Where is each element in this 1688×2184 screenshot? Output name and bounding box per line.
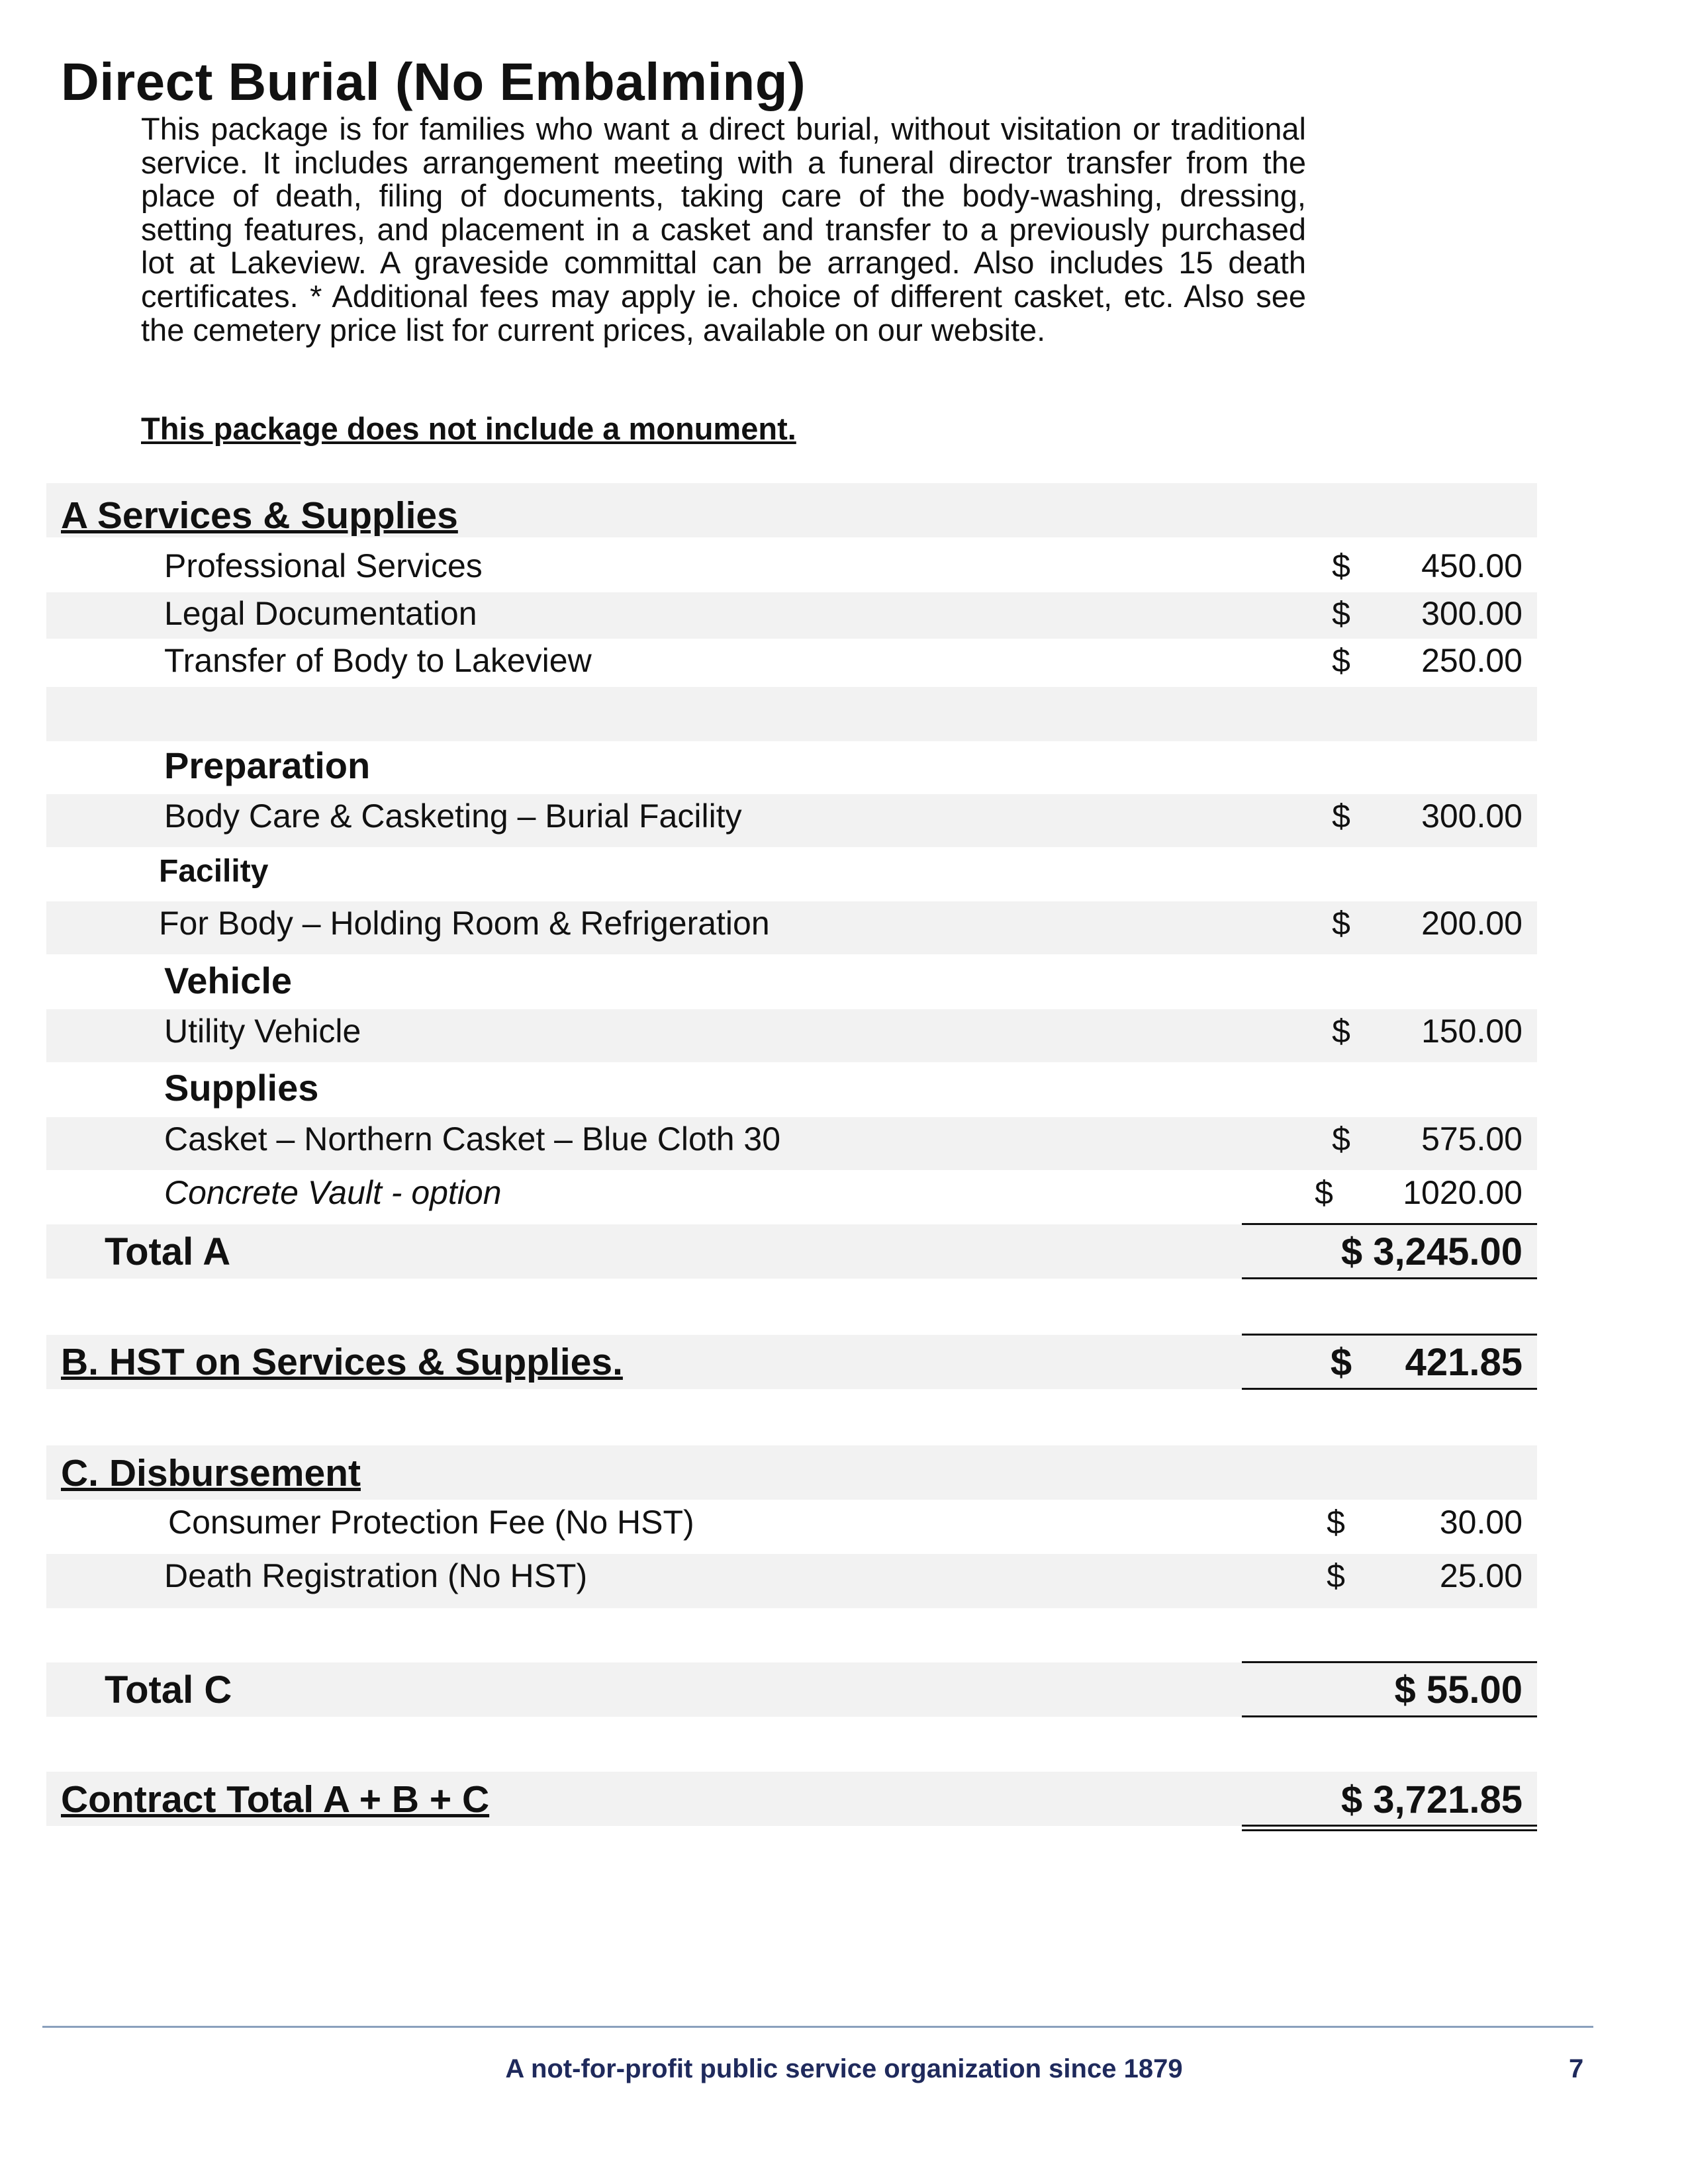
item-amount: 30.00 bbox=[1439, 1504, 1523, 1541]
section-c-heading: C. Disbursement bbox=[61, 1452, 361, 1494]
contract-total-double-rule-2 bbox=[1242, 1829, 1537, 1831]
band-spacer bbox=[46, 687, 1537, 741]
currency-symbol: $ bbox=[1332, 595, 1350, 632]
monument-notice: This package does not include a monument. bbox=[141, 411, 796, 446]
page-number: 7 bbox=[1569, 2054, 1584, 2083]
total-c-bottom-rule bbox=[1242, 1715, 1537, 1717]
vehicle-heading: Vehicle bbox=[164, 960, 293, 1001]
total-c-top-rule bbox=[1242, 1661, 1537, 1663]
item-amount: 150.00 bbox=[1421, 1013, 1523, 1050]
total-a-amount: $ 3,245.00 bbox=[1340, 1230, 1523, 1273]
section-b-heading: B. HST on Services & Supplies. bbox=[61, 1341, 623, 1383]
item-amount: 1020.00 bbox=[1403, 1174, 1523, 1211]
section-b-top-rule bbox=[1242, 1334, 1537, 1336]
currency-symbol: $ bbox=[1332, 547, 1350, 584]
section-a-heading: A Services & Supplies bbox=[61, 494, 458, 537]
currency-symbol: $ bbox=[1332, 1013, 1350, 1050]
total-c-label: Total C bbox=[105, 1668, 232, 1711]
preparation-heading: Preparation bbox=[164, 745, 371, 786]
item-amount: 450.00 bbox=[1421, 547, 1523, 584]
total-a-top-rule bbox=[1242, 1223, 1537, 1225]
item-label: Concrete Vault - option bbox=[164, 1174, 502, 1211]
item-amount: 25.00 bbox=[1439, 1557, 1523, 1594]
facility-heading: Facility bbox=[159, 854, 269, 889]
page-title: Direct Burial (No Embalming) bbox=[61, 52, 806, 111]
band-total-c bbox=[46, 1662, 1537, 1717]
contract-total-label: Contract Total A + B + C bbox=[61, 1778, 490, 1821]
currency-symbol: $ bbox=[1332, 797, 1350, 835]
item-amount: 575.00 bbox=[1421, 1120, 1523, 1158]
item-label: Transfer of Body to Lakeview bbox=[164, 642, 592, 679]
footer-tagline: A not-for-profit public service organization since 1879 bbox=[505, 2054, 1183, 2083]
item-label: Body Care & Casketing – Burial Facility bbox=[164, 797, 742, 835]
item-amount: 250.00 bbox=[1421, 642, 1523, 679]
contract-total-amount: $ 3,721.85 bbox=[1340, 1778, 1523, 1821]
item-label: For Body – Holding Room & Refrigeration bbox=[159, 905, 770, 942]
item-amount: 300.00 bbox=[1421, 797, 1523, 835]
currency-symbol: $ bbox=[1330, 1341, 1352, 1384]
currency-symbol: $ bbox=[1327, 1557, 1345, 1594]
total-a-bottom-rule bbox=[1242, 1277, 1537, 1279]
contract-total-double-rule-1 bbox=[1242, 1825, 1537, 1827]
hst-amount: 421.85 bbox=[1405, 1341, 1523, 1384]
total-a-label: Total A bbox=[105, 1230, 231, 1273]
item-label: Professional Services bbox=[164, 547, 483, 584]
item-label: Utility Vehicle bbox=[164, 1013, 361, 1050]
currency-symbol: $ bbox=[1332, 1120, 1350, 1158]
package-description: This package is for families who want a direct burial, without visitation or traditional service. It includes arrangement meeting with a funeral director transfer from the place of death, filing of documents, taking care of the body-washing, dressing, setting features, and placement in a casket and transfer to a previously purchased lot at Lakeview. A graveside committal can be arranged. Also includes 15 death certificates. * Additional fees may apply ie. choice of different casket, etc. Also see the cemetery price list for current prices, available on our website. bbox=[141, 111, 1306, 347]
footer-divider bbox=[42, 2026, 1593, 2028]
item-label: Legal Documentation bbox=[164, 595, 477, 632]
item-amount: 300.00 bbox=[1421, 595, 1523, 632]
band-total-a bbox=[46, 1224, 1537, 1279]
currency-symbol: $ bbox=[1327, 1504, 1345, 1541]
section-b-bottom-rule bbox=[1242, 1388, 1537, 1390]
item-label: Consumer Protection Fee (No HST) bbox=[168, 1504, 694, 1541]
item-amount: 200.00 bbox=[1421, 905, 1523, 942]
currency-symbol: $ bbox=[1332, 642, 1350, 679]
item-label: Casket – Northern Casket – Blue Cloth 30 bbox=[164, 1120, 781, 1158]
item-label: Death Registration (No HST) bbox=[164, 1557, 588, 1594]
currency-symbol: $ bbox=[1315, 1174, 1333, 1211]
supplies-heading: Supplies bbox=[164, 1067, 319, 1109]
total-c-amount: $ 55.00 bbox=[1394, 1668, 1523, 1711]
currency-symbol: $ bbox=[1332, 905, 1350, 942]
